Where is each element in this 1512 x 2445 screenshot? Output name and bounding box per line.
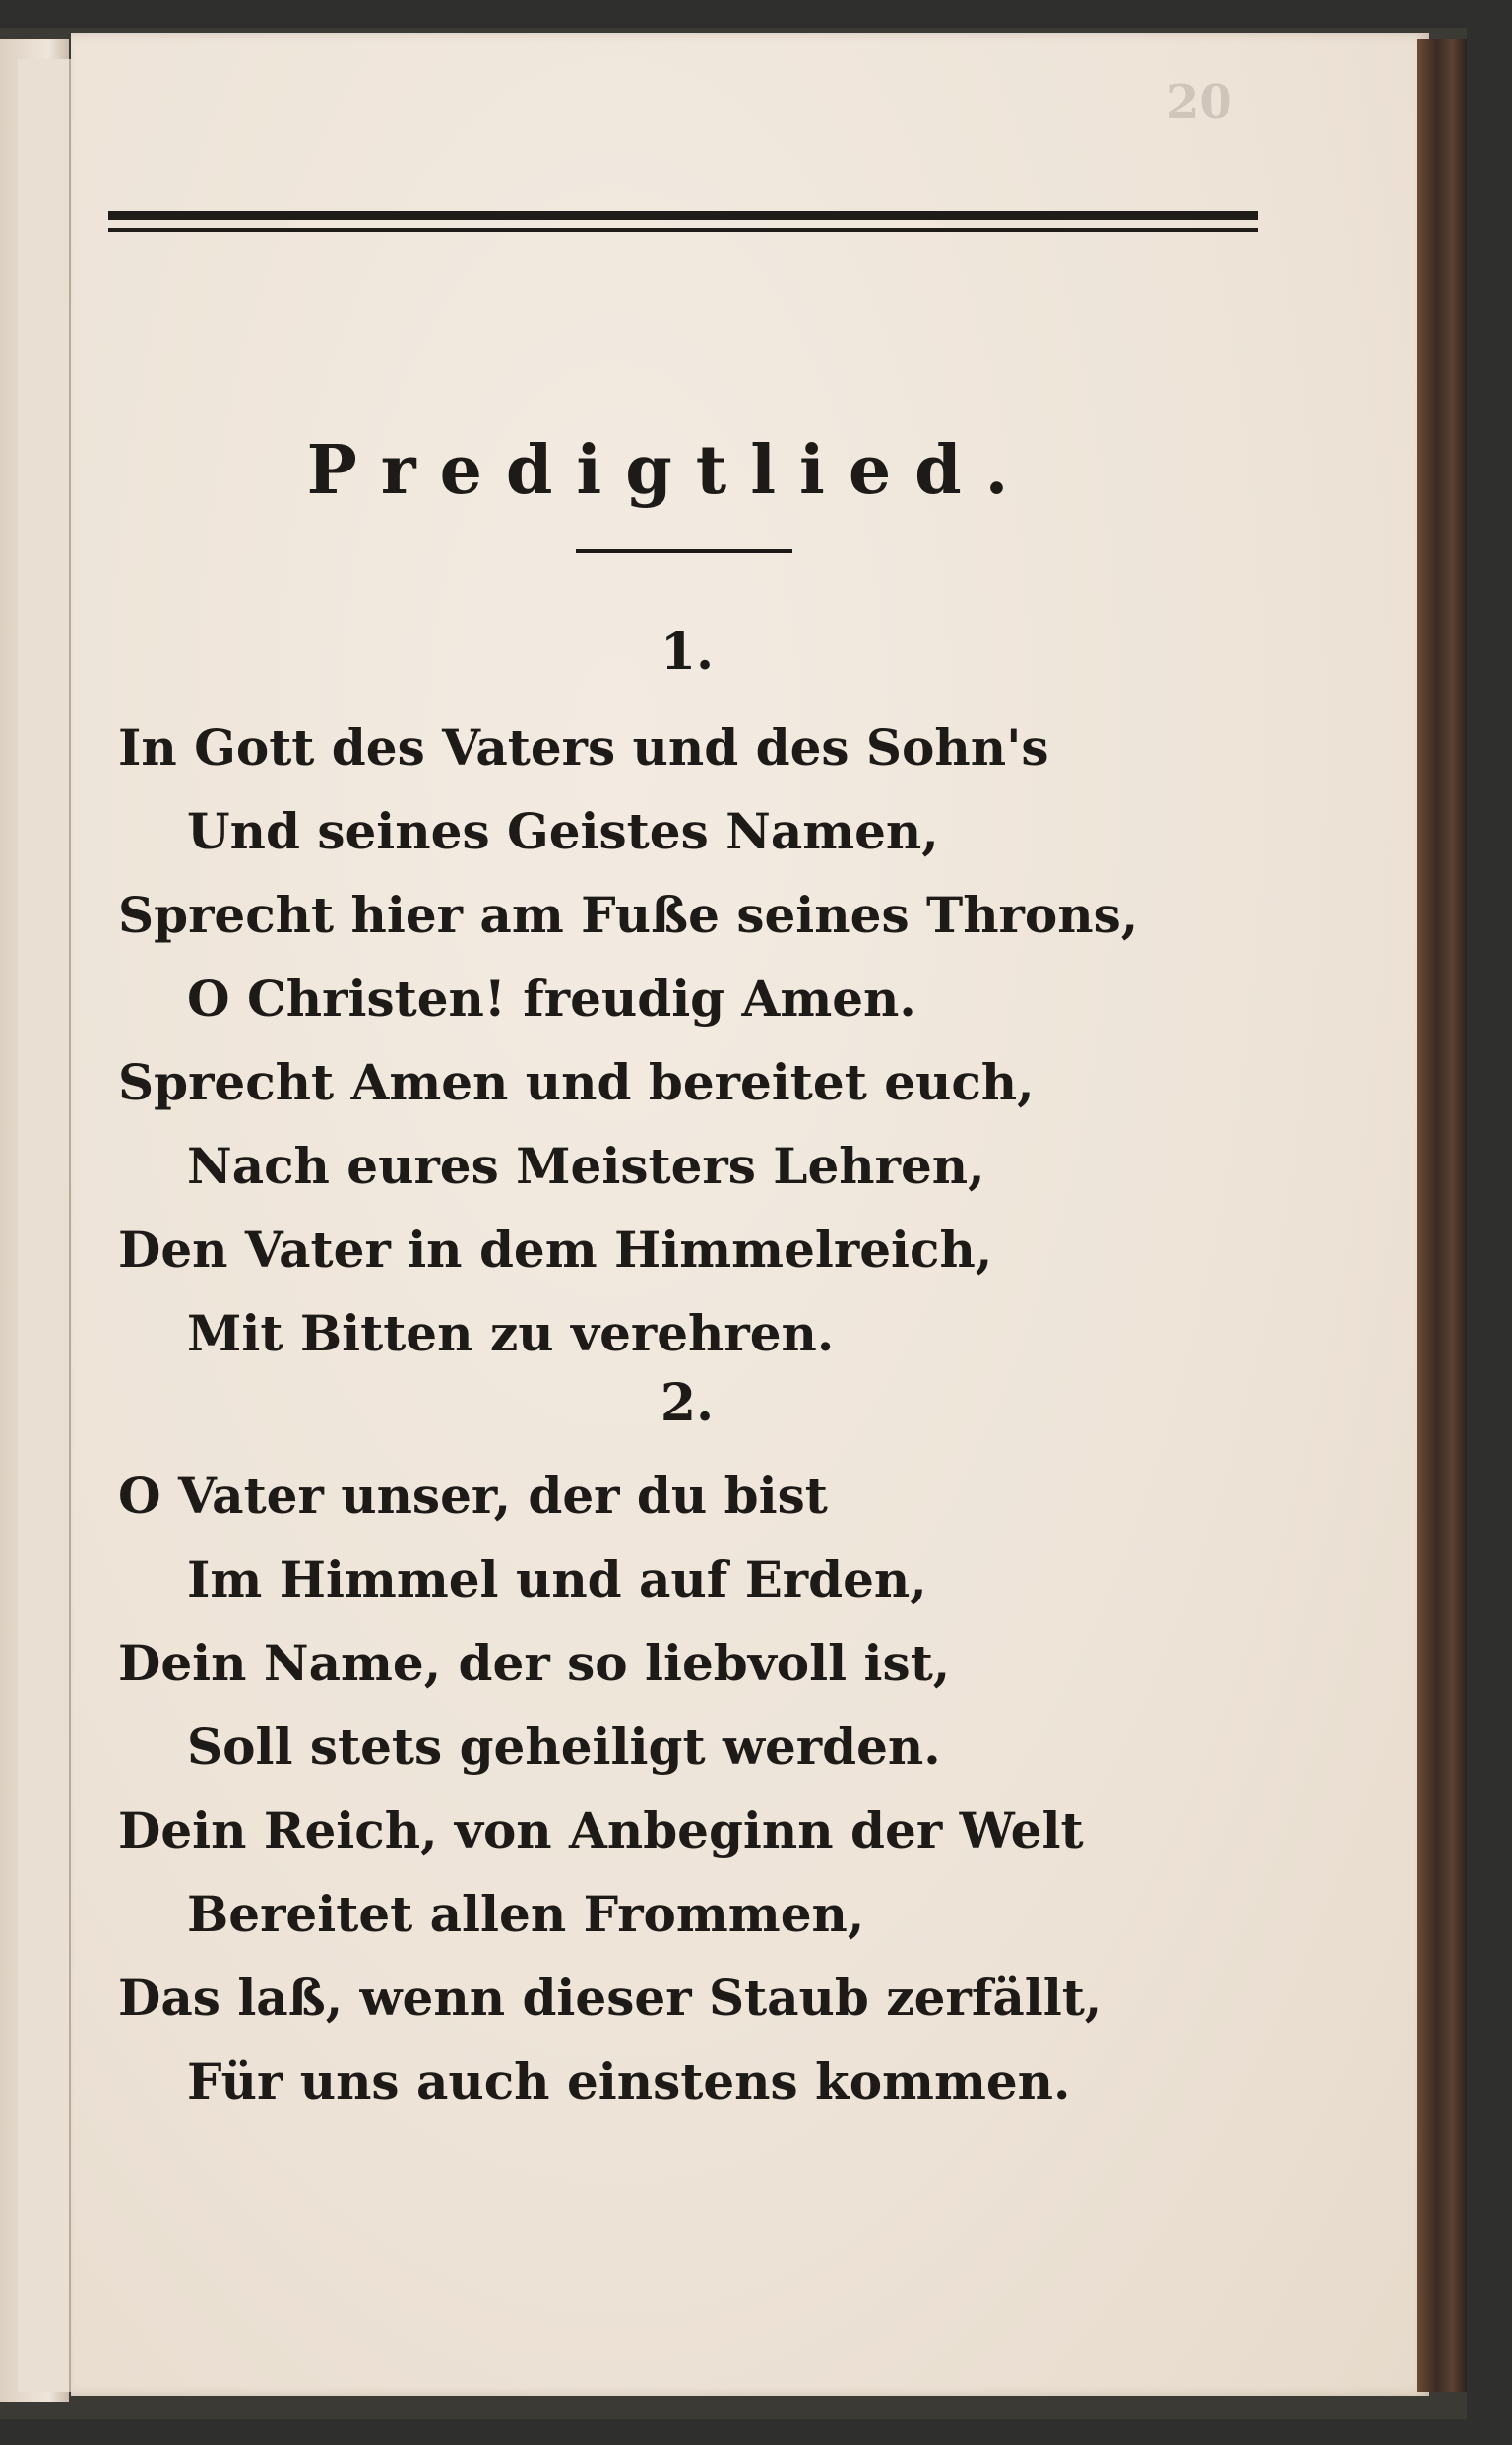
verse-line: Bereitet allen Frommen, (187, 1885, 865, 1943)
verse-line: Dein Reich, von Anbeginn der Welt (118, 1801, 1084, 1859)
verse-line: Für uns auch einstens kommen. (187, 2052, 1071, 2110)
verse-line: Soll stets geheiligt werden. (187, 1718, 941, 1776)
verse-line: Dein Name, der so liebvoll ist, (118, 1634, 951, 1692)
verse-line: In Gott des Vaters und des Sohn's (118, 719, 1049, 777)
verse-line: Den Vater in dem Himmelreich, (118, 1221, 993, 1279)
verse-line: Und seines Geistes Namen, (187, 802, 939, 860)
verse-line: Nach eures Meisters Lehren, (187, 1137, 985, 1195)
book-spine (1418, 39, 1467, 2392)
header-rule-thick (108, 211, 1258, 220)
verse-line: Im Himmel und auf Erden, (187, 1550, 927, 1608)
verse-line: Sprecht Amen und bereitet euch, (118, 1053, 1035, 1111)
verse-line: Sprecht hier am Fuße seines Throns, (118, 886, 1139, 944)
left-page-margin (18, 59, 71, 2392)
page-number: 20 (1166, 75, 1232, 130)
book-page (71, 33, 1429, 2396)
verse-line: Das laß, wenn dieser Staub zerfällt, (118, 1969, 1102, 2027)
verse-line: O Christen! freudig Amen. (187, 970, 916, 1028)
stanza-number-2: 2. (660, 1373, 715, 1433)
title-underline (576, 549, 792, 553)
verse-line: Mit Bitten zu verehren. (187, 1304, 835, 1362)
verse-line: O Vater unser, der du bist (118, 1467, 828, 1525)
stanza-number-1: 1. (660, 622, 715, 682)
header-rule-thin (108, 228, 1258, 232)
page-title: Predigtlied. (306, 431, 1033, 510)
